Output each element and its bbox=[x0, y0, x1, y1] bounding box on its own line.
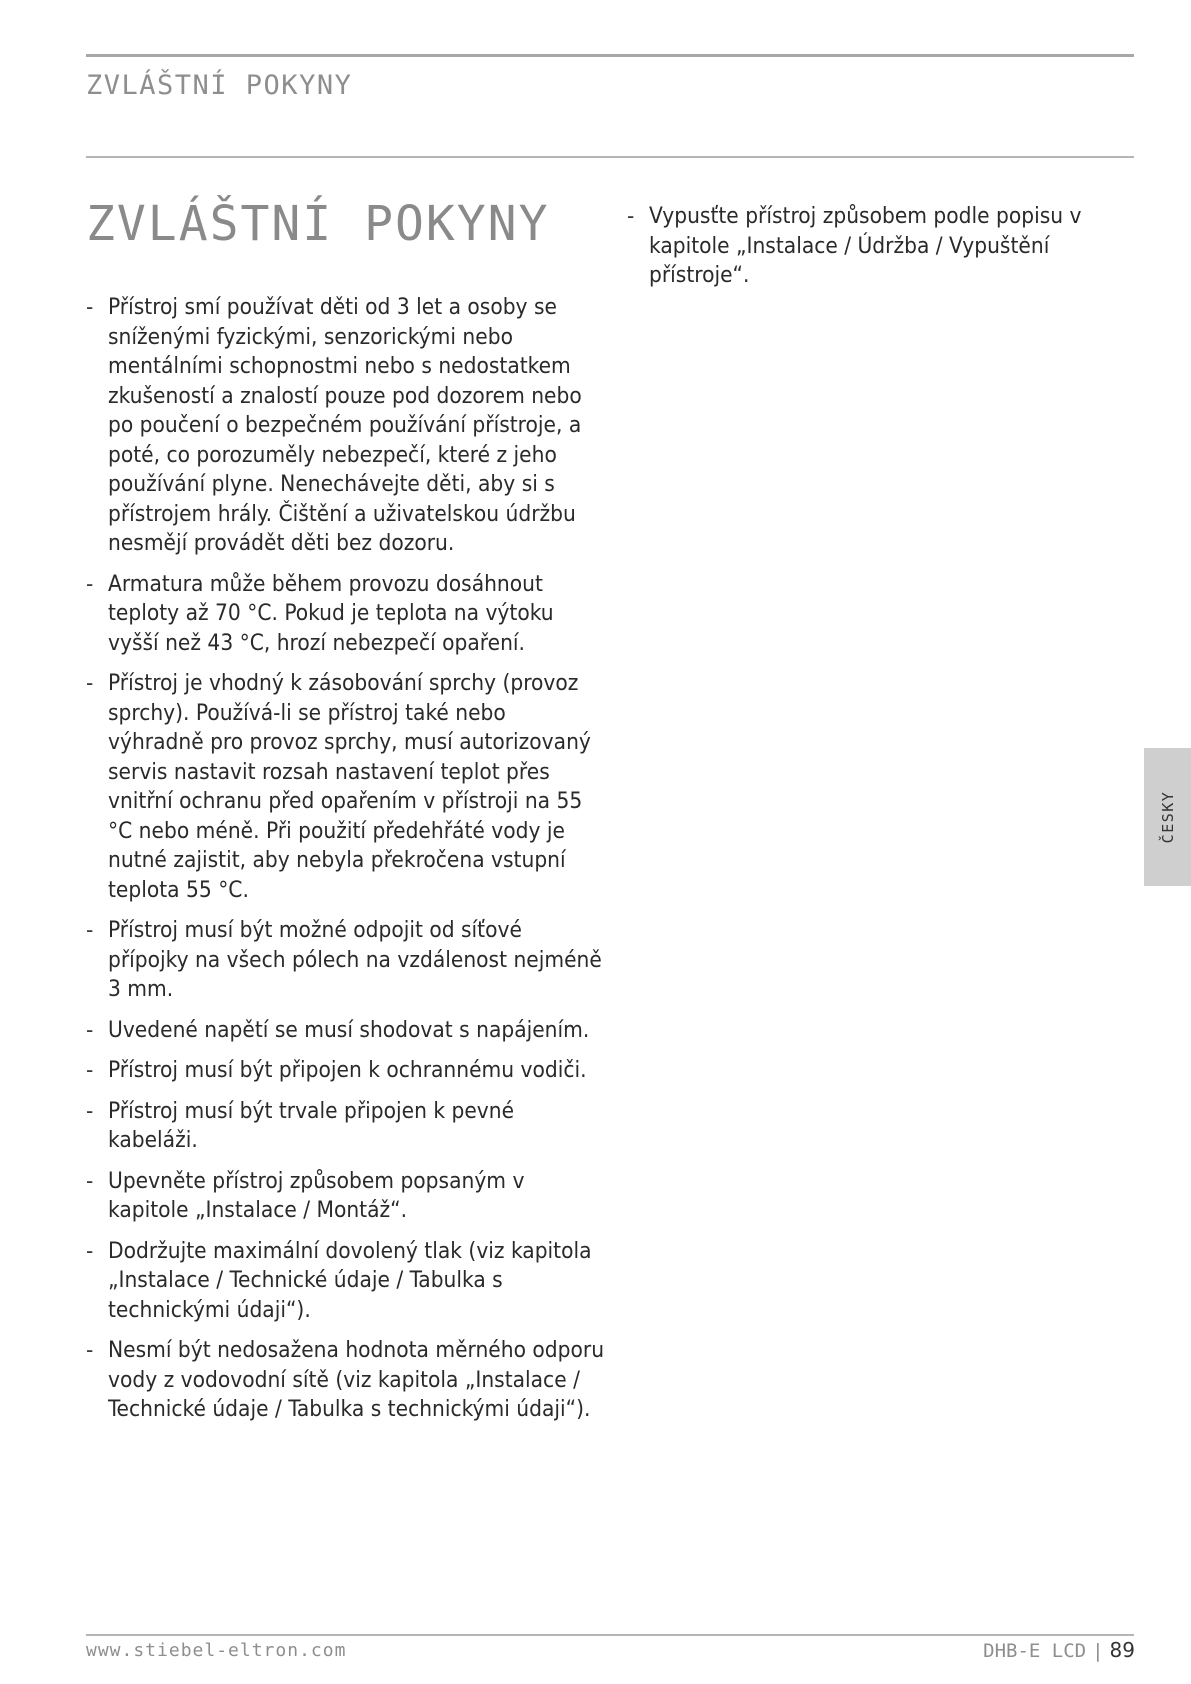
list-item bbox=[627, 202, 1097, 291]
list-item-text: Přístroj musí být trvale připojen k pevné kabeláži. bbox=[108, 1097, 515, 1153]
bullet-dash: - bbox=[86, 1237, 94, 1264]
list-item-text: Přístroj musí být možné odpojit od síťové přípojky na všech pólech na vzdálenost nejméně 3 mm. bbox=[108, 917, 602, 1002]
bullet-dash: - bbox=[86, 1337, 94, 1363]
list-item-text: Nesmí být nedosažena hodnota měrného odporu vody z vodovodní sítě (viz kapitola „Instalace / Technické údaje / Tabulka s technickými údaji“). bbox=[108, 1337, 605, 1422]
footer-url: www.stiebel-eltron.com bbox=[86, 1640, 347, 1661]
language-tab-label: ČESKY bbox=[1158, 790, 1177, 844]
page-title: ZVLÁŠTNÍ POKYNY bbox=[86, 196, 550, 252]
list-item-text: Přístroj je vhodný k zásobování sprchy (provoz sprchy). Používá-li se přístroj také nebo výhradně pro provoz sprchy, musí autorizovaný servis nastavit rozsah nastavení teplot přes vnitřní ochranu před opařením v přístroji na 55 °C nebo méně. Při použití předehřáté vody je nutné zajistit, aby nebyla překročena vstupní teplota 55 °C. bbox=[108, 670, 591, 903]
bullet-dash: - bbox=[86, 294, 94, 320]
bullet-dash: - bbox=[627, 203, 635, 229]
list-item bbox=[86, 1097, 606, 1156]
page-number: 89 bbox=[1109, 1638, 1135, 1662]
list-item bbox=[86, 1056, 606, 1086]
header-top-rule bbox=[86, 54, 1134, 57]
list-item-text: Přístroj musí být připojen k ochrannému vodiči. bbox=[108, 1057, 587, 1083]
list-item bbox=[86, 1016, 606, 1046]
footer-page-info bbox=[983, 1638, 1135, 1662]
list-item-text: Dodržujte maximální dovolený tlak (viz kapitola „Instalace / Technické údaje / Tabulka s technickými údaji“). bbox=[108, 1237, 592, 1323]
bullet-dash: - bbox=[86, 570, 94, 597]
running-header: ZVLÁŠTNÍ POKYNY bbox=[86, 70, 353, 101]
list-item bbox=[86, 916, 606, 1005]
footer-model: DHB-E LCD bbox=[983, 1640, 1087, 1662]
language-tab bbox=[1144, 748, 1191, 886]
list-item-text: Upevněte přístroj způsobem popsaným v kapitole „Instalace / Montáž“. bbox=[108, 1167, 525, 1223]
left-column-list bbox=[86, 293, 606, 1436]
bullet-dash: - bbox=[86, 1057, 94, 1083]
list-item bbox=[86, 570, 606, 659]
right-column-list bbox=[627, 202, 1097, 302]
bullet-dash: - bbox=[86, 670, 94, 696]
list-item-text: Armatura může během provozu dosáhnout teploty až 70 °C. Pokud je teplota na výtoku vyšší než 43 °C, hrozí nebezpečí opaření. bbox=[108, 570, 554, 656]
list-item bbox=[86, 1336, 606, 1425]
bullet-dash: - bbox=[86, 1016, 94, 1043]
list-item-text: Uvedené napětí se musí shodovat s napájením. bbox=[108, 1016, 590, 1043]
footer-separator: | bbox=[1092, 1640, 1104, 1662]
list-item bbox=[86, 1237, 606, 1326]
footer-rule bbox=[86, 1634, 1134, 1636]
list-item bbox=[86, 669, 606, 905]
list-item bbox=[86, 1167, 606, 1226]
list-item-text: Vypusťte přístroj způsobem podle popisu v kapitole „Instalace / Údržba / Vypuštění přístroje“. bbox=[649, 203, 1082, 288]
list-item bbox=[86, 293, 606, 559]
bullet-dash: - bbox=[86, 917, 94, 943]
list-item-text: Přístroj smí používat děti od 3 let a osoby se sníženými fyzickými, senzorickými nebo mentálními schopnostmi nebo s nedostatkem zkušeností a znalostí pouze pod dozorem nebo po poučení o bezpečném používání přístroje, a poté, co porozuměly nebezpečí, které z jeho používání plyne. Nenechávejte děti, aby si s přístrojem hrály. Čištění a uživatelskou údržbu nesmějí provádět děti bez dozoru. bbox=[108, 294, 582, 556]
header-bottom-rule bbox=[86, 156, 1134, 158]
bullet-dash: - bbox=[86, 1097, 94, 1124]
bullet-dash: - bbox=[86, 1167, 94, 1194]
